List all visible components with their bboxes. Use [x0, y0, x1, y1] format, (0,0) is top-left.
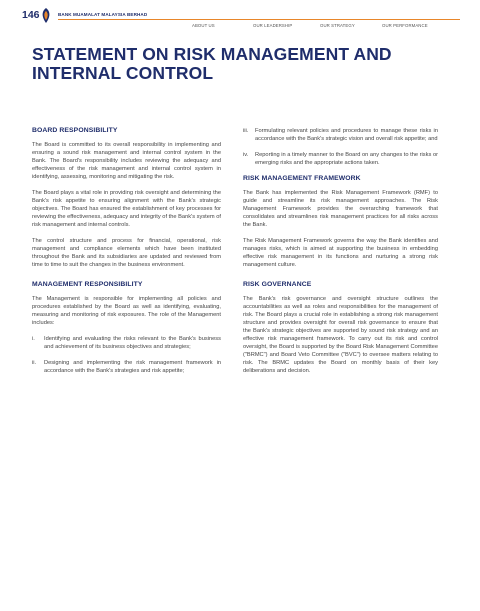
framework-paragraph-1: The Bank has implemented the Risk Management Framework (RMF) to guide and streamline its risk management approaches. The Risk Management Framework provides the overarching framework that consolidates and streamlines risk management practices for all risks across the Bank.	[243, 190, 438, 228]
governance-paragraph: The Bank's risk governance and oversight structure outlines the accountabilities as well as roles and responsibilities for the management of risk. The Board plays a crucial role in establishing a strong risk management structure and provides oversight for overall risk governance to ensure that the Bank's strategic objectives are supported by sound risk strategy and an effective risk management framework. To carry out its risk and control oversight, the Board is supported by the Board Risk Management Committee ("BRMC") and Board Veto Committee ("BVC") to oversee matters relating to risk. The BRMC updates the Board on monthly basis of their key deliberations and decision.	[243, 296, 438, 374]
nav-link-about-us[interactable]: ABOUT US	[192, 23, 215, 28]
list-item-text: Formulating relevant policies and procedures to manage these risks in accordance with the Bank's strategic vision and overall risk appetite; and	[255, 128, 438, 142]
list-item	[243, 127, 438, 143]
board-paragraph-3: The control structure and process for financial, operational, risk management and compliance elements which have been instituted throughout the Bank and its subsidiaries are updated and reviewed from time to time to suit the changes in the business environment.	[32, 238, 221, 268]
bank-logo-icon	[40, 7, 52, 24]
list-item-text: Reporting in a timely manner to the Board on any changes to the risks or emerging risks and the appropriate actions taken.	[255, 152, 438, 166]
bank-name: BANK MUAMALAT MALAYSIA BERHAD	[58, 12, 148, 17]
nav-link-our-leadership[interactable]: OUR LEADERSHIP	[253, 23, 293, 28]
header-divider	[58, 19, 460, 20]
heading-risk-governance: RISK GOVERNANCE	[243, 281, 312, 288]
heading-board-responsibility: BOARD RESPONSIBILITY	[32, 127, 118, 134]
nav-link-our-strategy[interactable]: OUR STRATEGY	[320, 23, 355, 28]
page-title: STATEMENT ON RISK MANAGEMENT AND INTERNAL CONTROL	[32, 44, 392, 83]
page-header	[0, 0, 480, 32]
list-item	[32, 335, 221, 351]
heading-risk-management-framework: RISK MANAGEMENT FRAMEWORK	[243, 175, 361, 182]
left-column	[32, 127, 221, 383]
board-paragraph-2: The Board plays a vital role in providing risk oversight and determining the Bank's risk appetite to ensuring alignment with the Bank's strategic objectives. The Board has ensured the establishment of key processes for reviewing the effectiveness, adequacy and integrity of the Bank's system of risk management and internal controls.	[32, 190, 221, 228]
heading-management-responsibility: MANAGEMENT RESPONSIBILITY	[32, 281, 143, 288]
right-column	[243, 127, 438, 383]
framework-paragraph-2: The Risk Management Framework governs the way the Bank identifies and manages risks, which is aimed at supporting the business in embedding effective risk management in its functions and nurturing a strong risk management culture.	[243, 238, 438, 268]
list-marker: ii.	[32, 360, 37, 366]
list-marker: iv.	[243, 152, 249, 158]
top-nav	[0, 23, 480, 31]
list-item-text: Identifying and evaluating the risks relevant to the Bank's business and achievement of its business objectives and strategies;	[44, 336, 221, 350]
list-item-text: Designing and implementing the risk management framework in accordance with the Bank's strategies and risk appetite;	[44, 360, 221, 374]
list-marker: iii.	[243, 128, 249, 134]
list-marker: i.	[32, 336, 35, 342]
board-paragraph-1: The Board is committed to its overall responsibility in implementing and ensuring a sound risk management and internal control system in the Bank. The Board's responsibility includes reviewing the adequacy and effectiveness of the risk management and internal control system in identifying, assessing, monitoring and mitigating the risk.	[32, 142, 221, 180]
page-number: 146	[22, 9, 40, 21]
nav-link-our-performance[interactable]: OUR PERFORMANCE	[382, 23, 428, 28]
list-item	[243, 151, 438, 167]
management-paragraph: The Management is responsible for implementing all policies and procedures established by the Board as well as identifying, evaluating, measuring and monitoring of risk exposures. The role of the Management includes:	[32, 296, 221, 326]
list-item	[32, 359, 221, 375]
